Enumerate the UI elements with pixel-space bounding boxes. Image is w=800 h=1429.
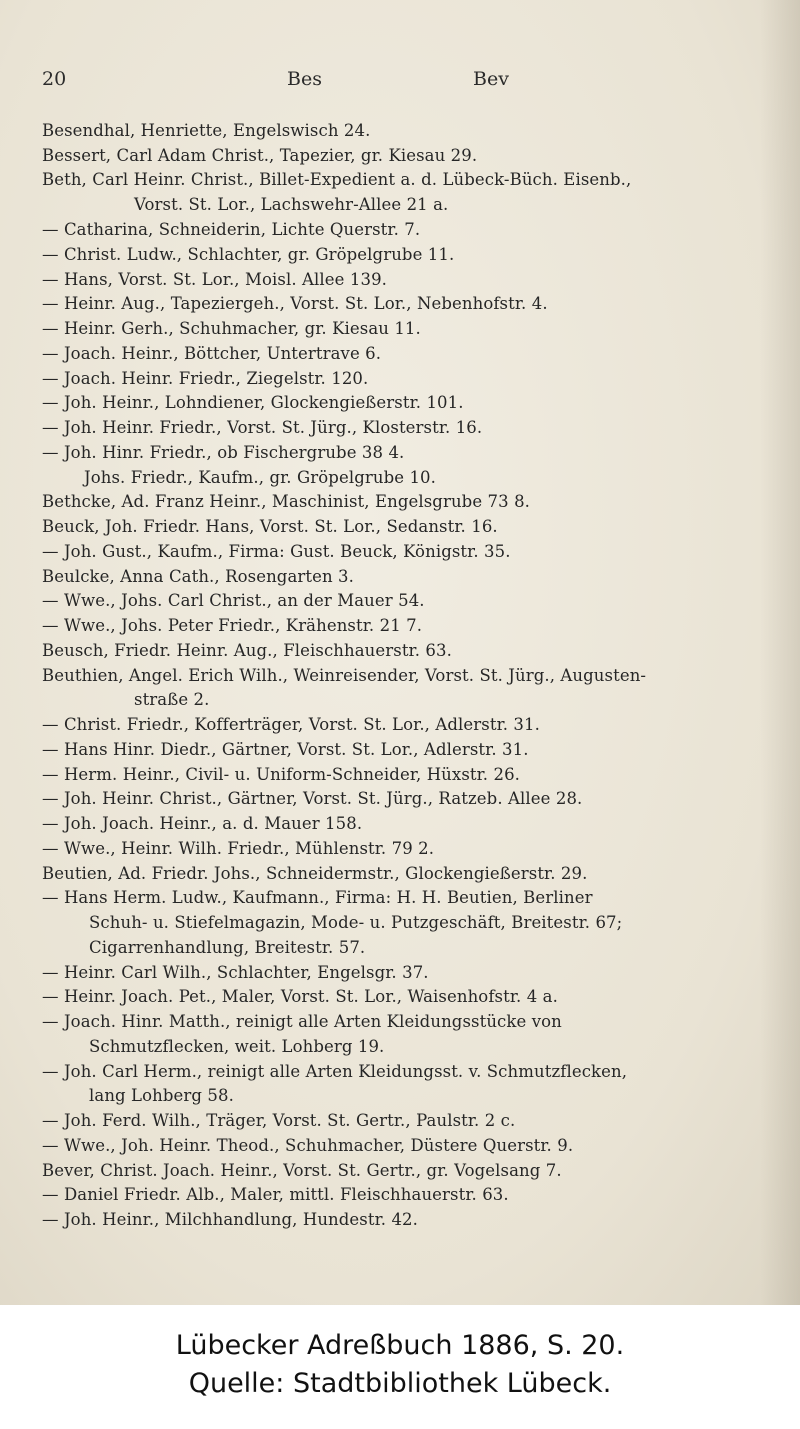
- directory-entry-line: — Hans Hinr. Diedr., Gärtner, Vorst. St. Lor., Adlerstr. 31.: [42, 740, 529, 759]
- directory-entry-line: Beuthien, Angel. Erich Wilh., Weinreisender, Vorst. St. Jürg., Augusten-: [42, 666, 647, 685]
- directory-entry-line: — Heinr. Gerh., Schuhmacher, gr. Kiesau 11.: [42, 319, 421, 338]
- directory-entry-line: Beth, Carl Heinr. Christ., Billet-Expedient a. d. Lübeck-Büch. Eisenb.,: [42, 170, 632, 189]
- header-right-word: Bev: [473, 68, 509, 90]
- directory-entry-line: Beutien, Ad. Friedr. Johs., Schneidermstr., Glockengießerstr. 29.: [42, 864, 588, 883]
- directory-entry-line: Schuh- u. Stiefelmagazin, Mode- u. Putzgeschäft, Breitestr. 67;: [89, 913, 623, 932]
- directory-entry-line: straße 2.: [134, 690, 210, 709]
- caption-source: Quelle: Stadtbibliothek Lübeck.: [188, 1368, 612, 1399]
- caption: [0, 1327, 800, 1403]
- page-header: [0, 68, 800, 92]
- directory-entry-line: — Christ. Ludw., Schlachter, gr. Gröpelgrube 11.: [42, 245, 455, 264]
- directory-entry-line: — Joh. Heinr., Milchhandlung, Hundestr. 42.: [42, 1210, 419, 1229]
- directory-entry-line: — Heinr. Joach. Pet., Maler, Vorst. St. Lor., Waisenhofstr. 4 a.: [42, 987, 558, 1006]
- directory-entry-line: — Joh. Heinr. Friedr., Vorst. St. Jürg., Klosterstr. 16.: [42, 418, 483, 437]
- directory-entry-line: — Hans, Vorst. St. Lor., Moisl. Allee 139.: [42, 270, 388, 289]
- directory-entry-line: — Joh. Hinr. Friedr., ob Fischergrube 38 4.: [42, 443, 405, 462]
- directory-entry-line: — Joach. Hinr. Matth., reinigt alle Arten Kleidungsstücke von: [42, 1012, 562, 1031]
- directory-entry-line: — Hans Herm. Ludw., Kaufmann., Firma: H. H. Beutien, Berliner: [42, 888, 593, 907]
- directory-entry-line: — Joh. Gust., Kaufm., Firma: Gust. Beuck, Königstr. 35.: [42, 542, 511, 561]
- directory-entry-line: — Catharina, Schneiderin, Lichte Querstr. 7.: [42, 220, 421, 239]
- directory-entry-line: Beuck, Joh. Friedr. Hans, Vorst. St. Lor., Sedanstr. 16.: [42, 517, 498, 536]
- directory-entry-line: — Daniel Friedr. Alb., Maler, mittl. Fleischhauerstr. 63.: [42, 1185, 509, 1204]
- directory-entry-line: — Heinr. Aug., Tapeziergeh., Vorst. St. Lor., Nebenhofstr. 4.: [42, 294, 548, 313]
- directory-entry-line: — Joh. Heinr. Christ., Gärtner, Vorst. St. Jürg., Ratzeb. Allee 28.: [42, 789, 583, 808]
- directory-entry-line: — Joh. Ferd. Wilh., Träger, Vorst. St. Gertr., Paulstr. 2 c.: [42, 1111, 516, 1130]
- directory-entry-line: — Joh. Joach. Heinr., a. d. Mauer 158.: [42, 814, 363, 833]
- directory-entry-line: Schmutzflecken, weit. Lohberg 19.: [89, 1037, 385, 1056]
- directory-entry-line: — Joh. Heinr., Lohndiener, Glockengießerstr. 101.: [42, 393, 464, 412]
- directory-entry-line: — Wwe., Joh. Heinr. Theod., Schuhmacher, Düstere Querstr. 9.: [42, 1136, 574, 1155]
- directory-entry-line: Bever, Christ. Joach. Heinr., Vorst. St. Gertr., gr. Vogelsang 7.: [42, 1161, 562, 1180]
- directory-entry-line: Bessert, Carl Adam Christ., Tapezier, gr. Kiesau 29.: [42, 146, 478, 165]
- directory-entry-line: — Wwe., Johs. Carl Christ., an der Mauer 54.: [42, 591, 425, 610]
- directory-entry-line: Cigarrenhandlung, Breitestr. 57.: [89, 938, 366, 957]
- directory-entry-line: — Joach. Heinr. Friedr., Ziegelstr. 120.: [42, 369, 369, 388]
- directory-entry-line: — Heinr. Carl Wilh., Schlachter, Engelsgr. 37.: [42, 963, 429, 982]
- directory-entry-line: Vorst. St. Lor., Lachswehr-Allee 21 a.: [134, 195, 449, 214]
- directory-entry-line: — Herm. Heinr., Civil- u. Uniform-Schneider, Hüxstr. 26.: [42, 765, 521, 784]
- directory-entry-line: — Christ. Friedr., Kofferträger, Vorst. St. Lor., Adlerstr. 31.: [42, 715, 540, 734]
- directory-entry-line: — Joh. Carl Herm., reinigt alle Arten Kleidungsst. v. Schmutzflecken,: [42, 1062, 628, 1081]
- header-left-word: Bes: [287, 68, 322, 90]
- directory-entry-line: — Joach. Heinr., Böttcher, Untertrave 6.: [42, 344, 382, 363]
- directory-entry-line: Johs. Friedr., Kaufm., gr. Gröpelgrube 10.: [84, 468, 436, 487]
- page-number: 20: [42, 68, 67, 90]
- directory-entry-line: — Wwe., Johs. Peter Friedr., Krähenstr. 21 7.: [42, 616, 423, 635]
- directory-entry-line: lang Lohberg 58.: [89, 1086, 234, 1105]
- caption-title: Lübecker Adreßbuch 1886, S. 20.: [175, 1330, 625, 1361]
- directory-entry-line: Bethcke, Ad. Franz Heinr., Maschinist, Engelsgrube 73 8.: [42, 492, 531, 511]
- directory-entry-line: Beusch, Friedr. Heinr. Aug., Fleischhauerstr. 63.: [42, 641, 452, 660]
- directory-entry-line: — Wwe., Heinr. Wilh. Friedr., Mühlenstr. 79 2.: [42, 839, 435, 858]
- directory-entry-line: Beulcke, Anna Cath., Rosengarten 3.: [42, 567, 355, 586]
- directory-entry-line: Besendhal, Henriette, Engelswisch 24.: [42, 121, 371, 140]
